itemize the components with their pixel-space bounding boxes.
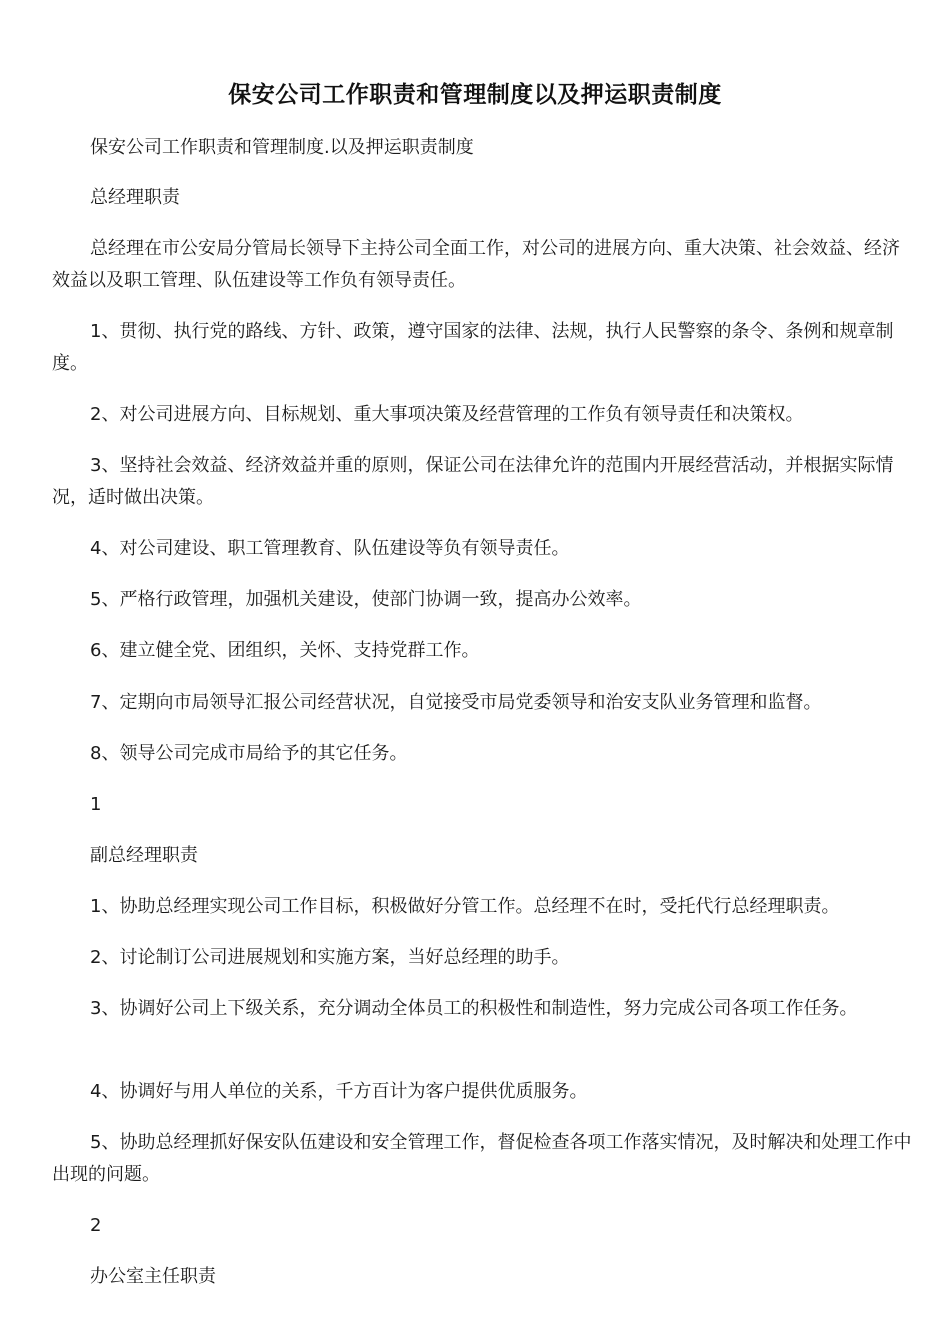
list-item-gm-7: 7、定期向市局领导汇报公司经营状况，自觉接受市局党委领导和治安支队业务管理和监督。 [90, 692, 822, 713]
page-number-2: 2 [90, 1215, 102, 1236]
paragraph-subtitle: 保安公司工作职责和管理制度.以及押运职责制度 [90, 137, 474, 158]
document-title: 保安公司工作职责和管理制度以及押运职责制度 [228, 82, 722, 108]
list-item-gm-6: 6、建立健全党、团组织，关怀、支持党群工作。 [90, 640, 480, 661]
list-item-gm-2: 2、对公司进展方向、目标规划、重大事项决策及经营管理的工作负有领导责任和决策权。 [90, 404, 804, 425]
list-item-deputy-2: 2、讨论制订公司进展规划和实施方案，当好总经理的助手。 [90, 947, 570, 968]
paragraph-gm-intro: 总经理在市公安局分管局长领导下主持公司全面工作，对公司的进展方向、重大决策、社会效益、经济效益以及职工管理、队伍建设等工作负有领导责任。 [52, 238, 900, 291]
list-item-deputy-4: 4、协调好与用人单位的关系，千方百计为客户提供优质服务。 [90, 1081, 588, 1102]
page-number-1: 1 [90, 794, 102, 815]
list-item-deputy-3: 3、协调好公司上下级关系，充分调动全体员工的积极性和制造性，努力完成公司各项工作任务。 [90, 998, 858, 1019]
section-heading-deputy-gm: 副总经理职责 [90, 845, 198, 866]
list-item-deputy-1: 1、协助总经理实现公司工作目标，积极做好分管工作。总经理不在时，受托代行总经理职责。 [90, 896, 840, 917]
list-item-gm-8: 8、领导公司完成市局给予的其它任务。 [90, 743, 408, 764]
list-item-gm-1: 1、贯彻、执行党的路线、方针、政策，遵守国家的法律、法规，执行人民警察的条令、条例和规章制度。 [52, 321, 894, 374]
section-heading-general-manager: 总经理职责 [90, 187, 180, 208]
section-heading-office-director: 办公室主任职责 [90, 1266, 216, 1287]
list-item-deputy-5: 5、协助总经理抓好保安队伍建设和安全管理工作，督促检查各项工作落实情况，及时解决和处理工作中出现的问题。 [52, 1132, 912, 1185]
list-item-gm-4: 4、对公司建设、职工管理教育、队伍建设等负有领导责任。 [90, 538, 570, 559]
list-item-gm-3: 3、坚持社会效益、经济效益并重的原则，保证公司在法律允许的范围内开展经营活动，并根据实际情况，适时做出决策。 [52, 455, 894, 508]
list-item-gm-5: 5、严格行政管理，加强机关建设，使部门协调一致，提高办公效率。 [90, 589, 642, 610]
